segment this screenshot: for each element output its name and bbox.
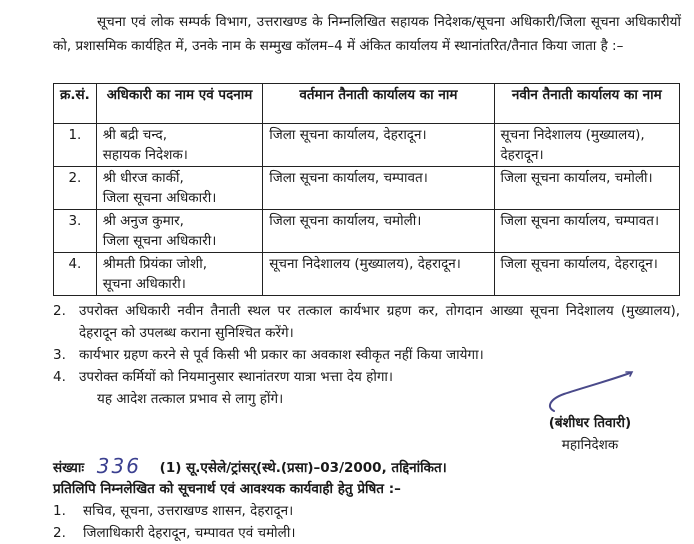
- reference-line: [53, 455, 681, 479]
- officer-name: श्रीमती प्रियंका जोशी,: [102, 256, 208, 272]
- reference-text: (1) सू.एसेले/ट्रांसर्(स्थे.(प्रसा)–03/2000, तद्दिनांकित।: [159, 460, 447, 476]
- signatory-designation: महानिदेशक: [561, 437, 619, 453]
- copy-item-text: जिलाधिकारी देहरादून, चम्पावत एवं चमोली।: [83, 525, 296, 541]
- officer-designation: सूचना अधिकारी।: [102, 276, 186, 292]
- copy-item-text: सचिव, सूचना, उत्तराखण्ड शासन, देहरादून।: [83, 503, 294, 519]
- current-office: सूचना निदेशालय (मुख्यालय), देहरादून।: [263, 253, 494, 296]
- reference-number-handwritten: 336: [96, 454, 141, 478]
- new-office: जिला सूचना कार्यालय, देहरादून।: [494, 253, 679, 296]
- new-office: जिला सूचना कार्यालय, चमोली।: [494, 167, 679, 210]
- copy-item-number: 2.: [53, 525, 66, 541]
- officer-designation: जिला सूचना अधिकारी।: [102, 233, 217, 249]
- point-number: 4.: [53, 369, 66, 385]
- officer-cell: [96, 124, 263, 167]
- table-row: [54, 210, 680, 253]
- header-serial-number: क्र.सं.: [54, 84, 97, 124]
- current-office: जिला सूचना कार्यालय, चमोली।: [263, 210, 494, 253]
- point-number: 3.: [53, 347, 66, 363]
- current-office: जिला सूचना कार्यालय, चम्पावत।: [263, 167, 494, 210]
- transfer-table: [53, 83, 680, 296]
- copy-item-number: 1.: [53, 503, 66, 519]
- new-office: सूचना निदेशालय (मुख्यालय), देहरादून।: [494, 124, 679, 167]
- point-number: 2.: [53, 303, 66, 319]
- officer-cell: [96, 253, 263, 296]
- serial-number: 3.: [54, 210, 97, 253]
- officer-name: श्री बद्री चन्द,: [102, 127, 167, 143]
- point-item: [53, 344, 680, 366]
- officer-name: श्री धीरज कार्की,: [102, 170, 184, 186]
- reference-label: संख्याः: [53, 460, 85, 476]
- table-row: [54, 253, 680, 296]
- signatory-name: (बंशीधर तिवारी): [548, 415, 632, 431]
- copy-to-list: [53, 500, 295, 544]
- point-text: उपरोक्त अधिकारी नवीन तैनाती स्थल पर तत्काल कार्यभार ग्रहण कर, तोगदान आख्या सूचना निदेशालय (मुख्यालय), देहरादून को उपलब्ध कराना सुनिश्चित करेंगे।: [79, 303, 680, 341]
- officer-cell: [96, 167, 263, 210]
- officer-name: श्री अनुज कुमार,: [102, 213, 184, 229]
- table-row: [54, 124, 680, 167]
- copy-to-heading: प्रतिलिपि निम्नलेखित को सूचनार्थ एवं आवश्यक कार्यवाही हेतु प्रेषित :–: [53, 481, 401, 497]
- intro-paragraph: [53, 10, 681, 58]
- new-office: जिला सूचना कार्यालय, चम्पावत।: [494, 210, 679, 253]
- point-item: [53, 300, 680, 344]
- table-header-row: [54, 84, 680, 124]
- intro-text: सूचना एवं लोक सम्पर्क विभाग, उत्तराखण्ड के निम्नलिखित सहायक निदेशक/सूचना अधिकारी/जिला सूचना अधिकारीयों को, प्रशासमिक कार्यहित में, उनके नाम के सम्मुख कॉलम–4 में अंकित कार्यालय में स्थानांतरित/तैनात किया जाता है :–: [53, 14, 681, 54]
- header-new-office: नवीन तैनाती कार्यालय का नाम: [494, 84, 679, 124]
- serial-number: 4.: [54, 253, 97, 296]
- closing-statement: यह आदेश तत्काल प्रभाव से लागु होंगे।: [97, 391, 284, 407]
- table-row: [54, 167, 680, 210]
- officer-designation: सहायक निदेशक।: [102, 147, 188, 163]
- current-office: जिला सूचना कार्यालय, देहरादून।: [263, 124, 494, 167]
- header-current-office: वर्तमान तैनाती कार्यालय का नाम: [263, 84, 494, 124]
- signatory-block: [520, 412, 660, 456]
- serial-number: 1.: [54, 124, 97, 167]
- header-officer-name-designation: अधिकारी का नाम एवं पदनाम: [96, 84, 263, 124]
- copy-list-item: [53, 522, 295, 544]
- officer-designation: जिला सूचना अधिकारी।: [102, 190, 217, 206]
- serial-number: 2.: [54, 167, 97, 210]
- officer-cell: [96, 210, 263, 253]
- copy-list-item: [53, 500, 295, 522]
- point-text: कार्यभार ग्रहण करने से पूर्व किसी भी प्रकार का अवकाश स्वीकृत नहीं किया जायेगा।: [79, 347, 484, 363]
- point-text: उपरोक्त कर्मियों को नियमानुसार स्थानांतरण यात्रा भत्ता देय होगा।: [79, 369, 394, 385]
